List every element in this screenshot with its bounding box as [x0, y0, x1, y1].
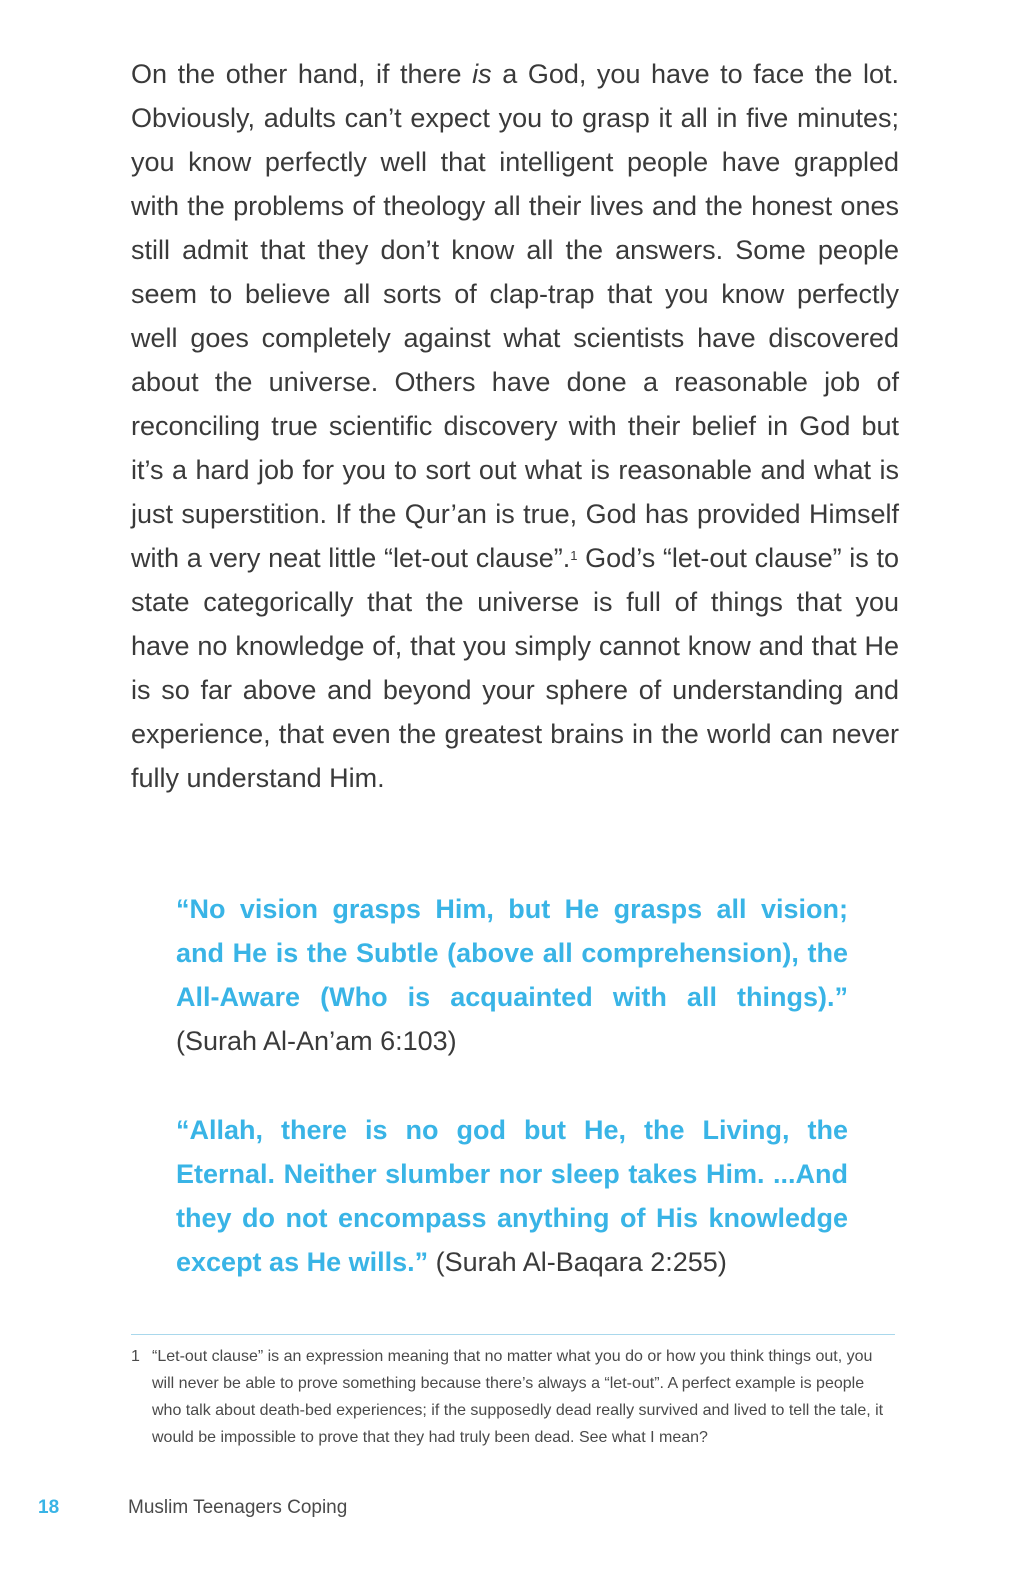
quote-reference: (Surah Al-An’am 6:103) — [176, 1026, 457, 1056]
page-number: 18 — [38, 1497, 60, 1518]
body-text-start: On the other hand, if there — [131, 59, 473, 89]
quran-quote-1 — [176, 887, 848, 1063]
footnote — [131, 1343, 895, 1451]
running-footer-title: Muslim Teenagers Coping — [128, 1497, 348, 1518]
footnote-text: “Let-out clause” is an expression meaning that no matter what you do or how you think things out, you will never be able to prove something because there’s always a “let-out”. A perfect example is people who talk about death-bed experiences; if the supposedly dead really survived and lived to tell the tale, it would be impossible to prove that they had truly been dead. See what I mean? — [152, 1348, 884, 1446]
footnote-marker[interactable]: 1 — [570, 548, 578, 563]
quran-quote-2 — [176, 1108, 848, 1284]
footnote-number: 1 — [131, 1348, 140, 1365]
quote-text: “No vision grasps Him, but He grasps all vision; and He is the Subtle (above all comprehension), the All-Aware (Who is acquainted with all things).” — [176, 894, 848, 1012]
footnote-divider — [131, 1334, 895, 1335]
emphasized-word: is — [472, 59, 492, 89]
body-text-middle: a God, you have to face the lot. Obviously, adults can’t expect you to grasp it all in five minutes; you know perfectly well that intelligent people have grappled with the problems of theology all their lives and the honest ones still admit that they don’t know all the answers. Some people seem to believe all sorts of clap-trap that you know perfectly well goes completely against what scientists have discovered about the universe. Others have done a reasonable job of reconciling true scientific discovery with their belief in God but it’s a hard job for you to sort out what is reasonable and what is just superstition. If the Qur’an is true, God has provided Himself with a very neat little “let-out clause”. — [131, 59, 899, 573]
body-paragraph — [131, 52, 899, 800]
quote-text: “Allah, there is no god but He, the Living, the Eternal. Neither slumber nor sleep takes Him. ...And they do not encompass anything of His knowledge except as He wills.” — [176, 1115, 848, 1277]
quote-reference: (Surah Al-Baqara 2:255) — [435, 1247, 727, 1277]
body-text-end: God’s “let-out clause” is to state categorically that the universe is full of things that you have no knowledge of, that you simply cannot know and that He is so far above and beyond your sphere of understanding and experience, that even the greatest brains in the world can never fully understand Him. — [131, 543, 900, 793]
